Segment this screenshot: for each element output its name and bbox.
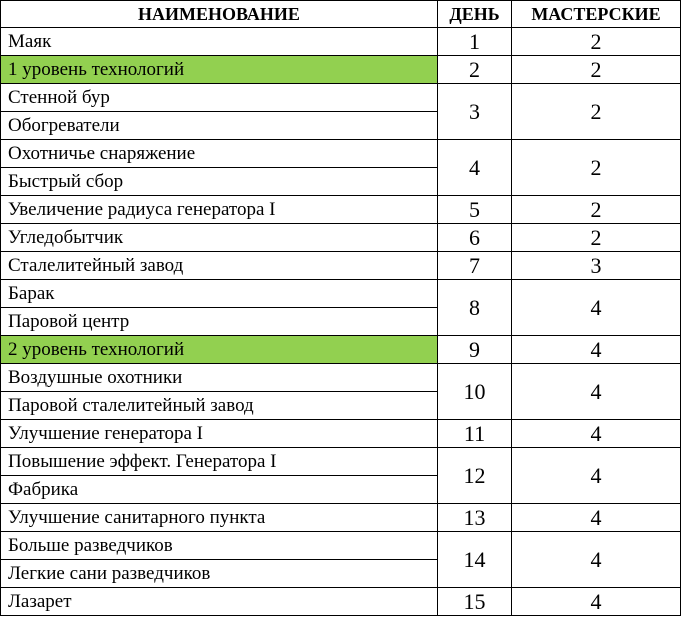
workshops-cell: 2 — [512, 224, 681, 252]
item-name: Охотничье снаряжение — [1, 140, 438, 168]
table-row — [1, 448, 681, 476]
item-name: 1 уровень технологий — [1, 56, 438, 84]
table-row — [1, 56, 681, 84]
item-name: Сталелитейный завод — [1, 252, 438, 280]
item-name: Быстрый сбор — [1, 168, 438, 196]
workshops-cell: 2 — [512, 196, 681, 224]
day-cell: 2 — [438, 56, 512, 84]
day-cell: 1 — [438, 28, 512, 56]
day-cell: 15 — [438, 588, 512, 616]
table-row — [1, 196, 681, 224]
workshops-cell: 4 — [512, 504, 681, 532]
header-name: НАИМЕНОВАНИЕ — [1, 1, 438, 28]
workshops-cell: 4 — [512, 420, 681, 448]
item-name: Легкие сани разведчиков — [1, 560, 438, 588]
day-cell: 5 — [438, 196, 512, 224]
item-name: Увеличение радиуса генератора I — [1, 196, 438, 224]
day-cell: 6 — [438, 224, 512, 252]
item-name: Воздушные охотники — [1, 364, 438, 392]
item-name: Угледобытчик — [1, 224, 438, 252]
day-cell: 4 — [438, 140, 512, 196]
table-row — [1, 336, 681, 364]
table-row — [1, 504, 681, 532]
item-name: Стенной бур — [1, 84, 438, 112]
workshops-cell: 4 — [512, 448, 681, 504]
table-row — [1, 364, 681, 392]
item-name: Улучшение генератора I — [1, 420, 438, 448]
item-name: Больше разведчиков — [1, 532, 438, 560]
workshops-cell: 4 — [512, 336, 681, 364]
table-row — [1, 140, 681, 168]
table-row — [1, 28, 681, 56]
workshops-cell: 4 — [512, 532, 681, 588]
workshops-cell: 4 — [512, 280, 681, 336]
item-name: Обогреватели — [1, 112, 438, 140]
day-cell: 8 — [438, 280, 512, 336]
header-day: ДЕНЬ — [438, 1, 512, 28]
item-name: Барак — [1, 280, 438, 308]
day-cell: 7 — [438, 252, 512, 280]
day-cell: 3 — [438, 84, 512, 140]
table-row — [1, 420, 681, 448]
table-row — [1, 588, 681, 616]
day-cell: 10 — [438, 364, 512, 420]
table-body — [1, 28, 681, 616]
table-row — [1, 224, 681, 252]
day-cell: 13 — [438, 504, 512, 532]
workshops-cell: 2 — [512, 28, 681, 56]
workshops-cell: 2 — [512, 84, 681, 140]
workshops-cell: 3 — [512, 252, 681, 280]
table-row — [1, 532, 681, 560]
table-row — [1, 84, 681, 112]
day-cell: 14 — [438, 532, 512, 588]
workshops-cell: 4 — [512, 588, 681, 616]
workshops-cell: 2 — [512, 140, 681, 196]
item-name: Паровой центр — [1, 308, 438, 336]
item-name: Повышение эффект. Генератора I — [1, 448, 438, 476]
table-row — [1, 280, 681, 308]
item-name: Улучшение санитарного пункта — [1, 504, 438, 532]
table-row — [1, 252, 681, 280]
workshops-cell: 4 — [512, 364, 681, 420]
header-row — [1, 1, 681, 28]
day-cell: 12 — [438, 448, 512, 504]
workshops-cell: 2 — [512, 56, 681, 84]
day-cell: 9 — [438, 336, 512, 364]
item-name: Лазарет — [1, 588, 438, 616]
item-name: Паровой сталелитейный завод — [1, 392, 438, 420]
item-name: Фабрика — [1, 476, 438, 504]
day-cell: 11 — [438, 420, 512, 448]
header-workshops: МАСТЕРСКИЕ — [512, 1, 681, 28]
item-name: Маяк — [1, 28, 438, 56]
item-name: 2 уровень технологий — [1, 336, 438, 364]
